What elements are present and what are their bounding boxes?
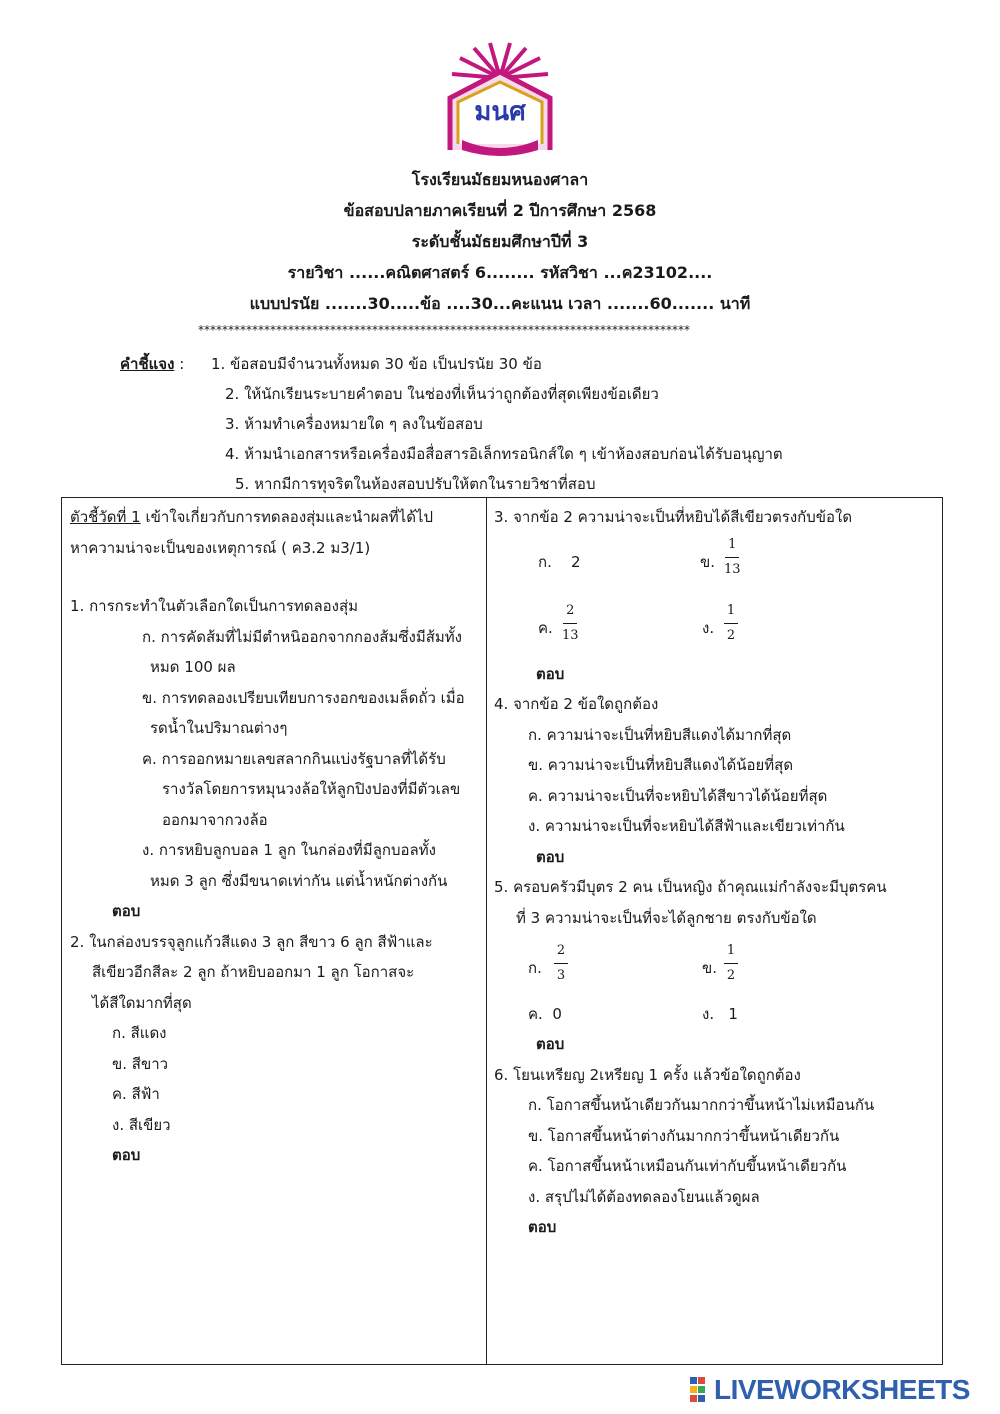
q4-option-a[interactable]: ก. ความน่าจะเป็นที่หยิบสีแดงได้มากที่สุด — [528, 725, 792, 744]
indicator-label: ตัวชี้วัดที่ 1 — [70, 508, 141, 526]
fraction-bar — [724, 963, 738, 964]
q2-option-d[interactable]: ง. สีเขียว — [112, 1115, 171, 1134]
q5-stem-cont: ที่ 3 ความน่าจะเป็นที่จะได้ลูกชาย ตรงกับข้อใด — [516, 908, 817, 927]
fraction-numerator: 1 — [726, 602, 736, 618]
q5-options-row-1 — [494, 933, 934, 999]
right-column — [494, 502, 934, 1243]
q1-option-c-cont: รางวัลโดยการหมุนวงล้อให้ลูกปิงปองที่มีตัวเลข — [162, 780, 461, 798]
fraction-denominator: 3 — [556, 968, 566, 983]
option-value: 2 — [570, 552, 581, 571]
fraction-bar — [725, 557, 739, 558]
instruction-item: 4. ห้ามนำเอกสารหรือเครื่องมือสื่อสารอิเล็กทรอนิกส์ใด ๆ เข้าห้องสอบก่อนได้รับอนุญาต — [225, 445, 783, 463]
q1-option-a[interactable]: ก. การคัดส้มที่ไม่มีตำหนิออกจากกองส้มซึ่งมีส้มทั้ง — [142, 627, 463, 646]
option-label: ข. — [702, 959, 718, 977]
option-value: 1 — [728, 1005, 738, 1023]
instructions-colon: : — [174, 355, 185, 373]
q6-option-c[interactable]: ค. โอกาสขึ้นหน้าเหมือนกันเท่ากับขึ้นหน้าเดียวกัน — [528, 1157, 847, 1175]
q4-answer-label[interactable]: ตอบ — [536, 847, 565, 866]
q3-option-c[interactable] — [538, 613, 553, 644]
fraction-denominator: 2 — [726, 627, 736, 643]
q3-answer-label[interactable]: ตอบ — [536, 664, 565, 683]
q1-option-b-cont: รดน้ำในปริมาณต่างๆ — [150, 719, 288, 737]
q6-option-d[interactable]: ง. สรุปไม่ได้ต้องทดลองโยนแล้วดูผล — [528, 1187, 760, 1206]
fraction-numerator: 2 — [556, 943, 566, 958]
q3-option-d-fraction — [724, 601, 738, 646]
q2-stem-cont: ได้สีใดมากที่สุด — [92, 993, 192, 1012]
q6-stem: 6. โยนเหรียญ 2เหรียญ 1 ครั้ง แล้วข้อใดถูกต้อง — [494, 1065, 801, 1084]
fraction-numerator: 2 — [566, 602, 575, 618]
option-label: ง. — [702, 618, 715, 637]
q5-option-a-fraction — [554, 941, 568, 986]
option-value: 0 — [552, 1005, 562, 1023]
grade-level: ระดับชั้นมัธยมศึกษาปีที่ 3 — [411, 232, 589, 251]
q5-option-a[interactable] — [528, 953, 542, 984]
exam-title: ข้อสอบปลายภาคเรียนที่ 2 ปีการศึกษา 2568 — [343, 201, 657, 220]
q4-option-c[interactable]: ค. ความน่าจะเป็นที่จะหยิบได้สีขาวได้น้อยที่สุด — [528, 786, 828, 805]
q1-stem: 1. การกระทำในตัวเลือกใดเป็นการทดลองสุ่ม — [70, 597, 359, 615]
indicator-text-2: หาความน่าจะเป็นของเหตุการณ์ ( ค3.2 ม3/1) — [70, 538, 371, 557]
exam-format: แบบปรนัย .......30.....ข้อ ....30...คะแนน เวลา .......60....... นาที — [249, 294, 751, 313]
fraction-numerator: 1 — [728, 536, 737, 552]
q5-option-d[interactable] — [702, 999, 738, 1030]
question-table — [61, 497, 943, 1365]
q2-answer-label[interactable]: ตอบ — [112, 1146, 141, 1164]
q6-option-b[interactable]: ข. โอกาสขึ้นหน้าต่างกันมากกว่าขึ้นหน้าเดียวกัน — [528, 1126, 840, 1145]
q3-options-row-1 — [494, 533, 934, 593]
liveworksheets-brand[interactable] — [690, 1374, 970, 1408]
divider-stars: ********************************************************************************** — [198, 323, 690, 337]
q3-option-c-fraction — [562, 601, 579, 646]
q6-option-a[interactable]: ก. โอกาสขึ้นหน้าเดียวกันมากกว่าขึ้นหน้าไม่เหมือนกัน — [528, 1096, 875, 1114]
q3-option-b-fraction — [724, 535, 741, 580]
q1-option-c[interactable]: ค. การออกหมายเลขสลากกินแบ่งรัฐบาลที่ได้รับ — [142, 749, 446, 768]
indicator-text: เข้าใจเกี่ยวกับการทดลองสุ่มและนำผลที่ได้ไป — [140, 508, 433, 526]
instruction-item: 3. ห้ามทำเครื่องหมายใด ๆ ลงในข้อสอบ — [225, 415, 483, 433]
q1-option-d[interactable]: ง. การหยิบลูกบอล 1 ลูก ในกล่องที่มีลูกบอลทั้ง — [142, 841, 436, 859]
q2-option-a[interactable]: ก. สีแดง — [112, 1024, 167, 1042]
option-label: ก. — [538, 552, 552, 571]
instruction-item: 1. ข้อสอบมีจำนวนทั้งหมด 30 ข้อ เป็นปรนัย 30 ข้อ — [211, 355, 542, 373]
q5-option-b[interactable] — [702, 953, 717, 984]
fraction-bar — [563, 623, 577, 624]
q4-option-d[interactable]: ง. ความน่าจะเป็นที่จะหยิบได้สีฟ้าและเขียวเท่ากัน — [528, 817, 845, 835]
school-crest-icon — [440, 40, 560, 160]
q3-stem: 3. จากข้อ 2 ความน่าจะเป็นที่หยิบได้สีเขียวตรงกับข้อใด — [494, 508, 853, 526]
option-label: ค. — [538, 618, 553, 637]
column-divider — [486, 498, 487, 1364]
q1-option-c-cont: ออกมาจากวงล้อ — [162, 810, 268, 829]
q6-answer-label[interactable]: ตอบ — [528, 1218, 557, 1236]
fraction-bar — [554, 963, 568, 964]
option-label: ข. — [700, 552, 716, 571]
q1-option-a-cont: หมด 100 ผล — [150, 658, 236, 676]
indicator — [70, 502, 480, 533]
q2-option-b[interactable]: ข. สีขาว — [112, 1054, 169, 1073]
fraction-denominator: 13 — [724, 561, 741, 577]
q5-options-row-2 — [494, 999, 934, 1029]
instruction-item: 5. หากมีการทุจริตในห้องสอบปรับให้ตกในรายวิชาที่สอบ — [235, 475, 596, 493]
q5-option-c[interactable] — [528, 999, 562, 1030]
q5-option-b-fraction — [724, 941, 738, 986]
q5-stem: 5. ครอบครัวมีบุตร 2 คน เป็นหญิง ถ้าคุณแม่กำลังจะมีบุตรคน — [494, 878, 887, 896]
option-label: ก. — [528, 959, 542, 977]
q3-options-row-2 — [494, 593, 934, 659]
option-label: ง. — [702, 1005, 715, 1023]
q3-option-d[interactable] — [702, 613, 714, 644]
q2-option-c[interactable]: ค. สีฟ้า — [112, 1085, 160, 1103]
fraction-numerator: 1 — [726, 943, 736, 958]
instructions-label: คำชี้แจง — [120, 355, 175, 373]
subject-line: รายวิชา ......คณิตศาสตร์ 6........ รหัสวิชา ...ค23102.... — [287, 263, 713, 282]
q2-stem: 2. ในกล่องบรรจุลูกแก้วสีแดง 3 ลูก สีขาว 6 ลูก สีฟ้าและ — [70, 932, 433, 951]
q4-option-b[interactable]: ข. ความน่าจะเป็นที่หยิบสีแดงได้น้อยที่สุด — [528, 756, 794, 774]
school-name: โรงเรียนมัธยมหนองศาลา — [411, 170, 589, 189]
instruction-item: 2. ให้นักเรียนระบายคำตอบ ในช่องที่เห็นว่าถูกต้องที่สุดเพียงข้อเดียว — [225, 385, 659, 403]
q3-option-b[interactable] — [700, 547, 715, 578]
q1-option-d-cont: หมด 3 ลูก ซึ่งมีขนาดเท่ากัน แต่น้ำหนักต่างกัน — [150, 871, 448, 890]
q1-answer-label[interactable]: ตอบ — [112, 902, 141, 920]
crest-initials: มนศ — [474, 97, 526, 127]
q5-answer-label[interactable]: ตอบ — [536, 1035, 565, 1053]
fraction-bar — [724, 623, 738, 624]
fraction-denominator: 13 — [562, 627, 579, 643]
brand-text: LIVEWORKSHEETS — [714, 1374, 970, 1405]
liveworksheets-logo-icon — [690, 1377, 714, 1403]
left-column — [70, 502, 480, 1171]
instructions-heading — [120, 352, 184, 376]
q2-stem-cont: สีเขียวอีกสีละ 2 ลูก ถ้าหยิบออกมา 1 ลูก โอกาสจะ — [92, 963, 415, 981]
option-label: ค. — [528, 1005, 543, 1023]
q3-option-a[interactable] — [538, 547, 580, 578]
q1-option-b[interactable]: ข. การทดลองเปรียบเทียบการงอกของเมล็ดถั่ว เมื่อ — [142, 688, 465, 707]
q4-stem: 4. จากข้อ 2 ข้อใดถูกต้อง — [494, 695, 659, 713]
fraction-denominator: 2 — [726, 968, 736, 983]
